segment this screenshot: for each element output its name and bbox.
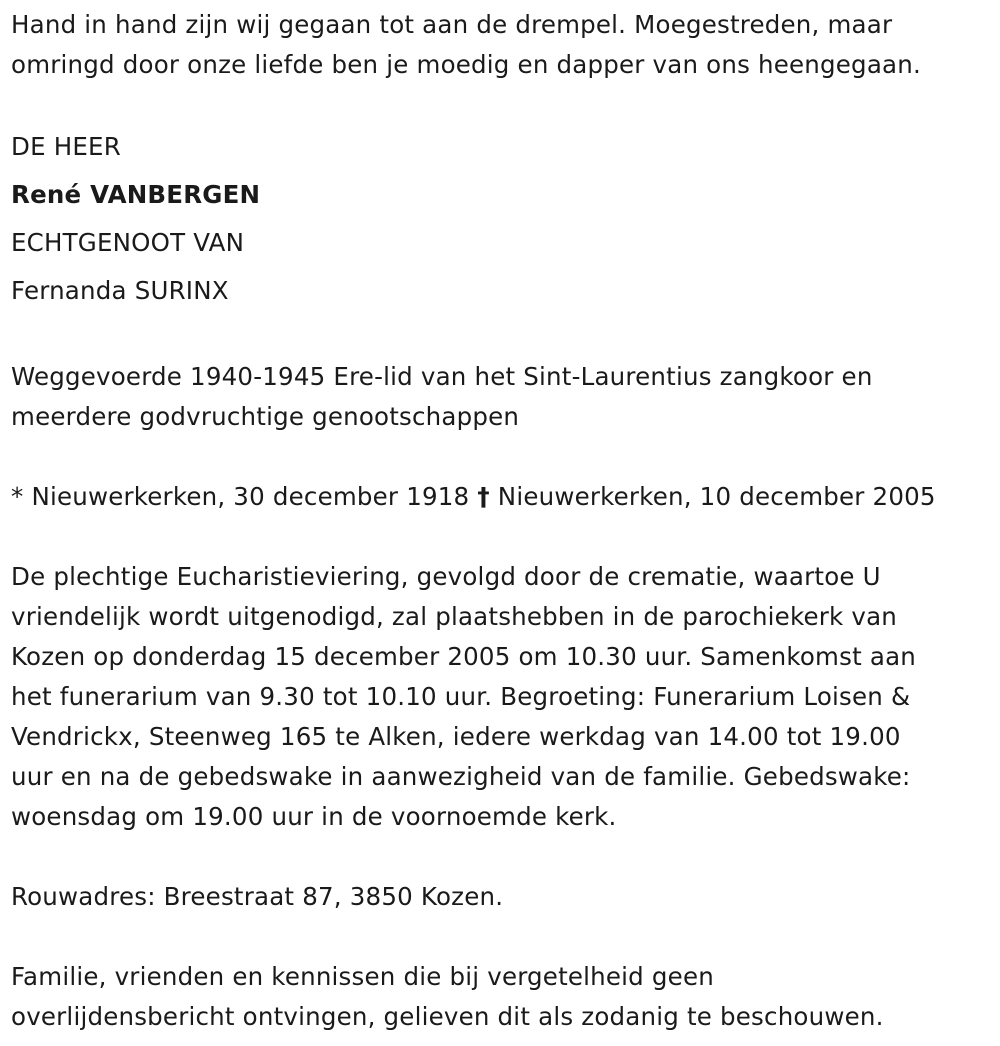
ceremony-line: De plechtige Eucharistieviering, gevolgd door de crematie, waartoe U xyxy=(11,562,881,591)
address-paragraph xyxy=(11,877,996,917)
dates-line xyxy=(11,477,996,517)
ceremony-paragraph xyxy=(11,557,996,837)
obituary-notice xyxy=(11,5,996,1037)
ceremony-line: vriendelijk wordt uitgenodigd, zal plaatshebben in de parochiekerk van xyxy=(11,602,898,631)
ceremony-line: uur en na de gebedswake in aanwezigheid van de familie. Gebedswake: xyxy=(11,762,911,791)
spouse-name: Fernanda SURINX xyxy=(11,276,229,305)
death-info: Nieuwerkerken, 10 december 2005 xyxy=(497,482,936,511)
mourning-address: Rouwadres: Breestraat 87, 3850 Kozen. xyxy=(11,882,504,911)
deceased-name: René VANBERGEN xyxy=(11,180,261,209)
deceased-block xyxy=(11,123,996,315)
intro-paragraph xyxy=(11,5,996,85)
ceremony-line: Vendrickx, Steenweg 165 te Alken, iedere werkdag van 14.00 tot 19.00 xyxy=(11,722,901,751)
honors-line: meerdere godvruchtige genootschappen xyxy=(11,402,520,431)
ceremony-line: het funerarium van 9.30 tot 10.10 uur. Begroeting: Funerarium Loisen & xyxy=(11,682,911,711)
closing-line: Familie, vrienden en kennissen die bij vergetelheid geen xyxy=(11,962,714,991)
closing-paragraph xyxy=(11,957,996,1037)
intro-line: Hand in hand zijn wij gegaan tot aan de drempel. Moegestreden, maar xyxy=(11,10,893,39)
honors-line: Weggevoerde 1940-1945 Ere-lid van het Sint-Laurentius zangkoor en xyxy=(11,362,873,391)
ceremony-line: Kozen op donderdag 15 december 2005 om 10.30 uur. Samenkomst aan xyxy=(11,642,917,671)
ceremony-line: woensdag om 19.00 uur in de voornoemde kerk. xyxy=(11,802,617,831)
honors-paragraph xyxy=(11,357,996,437)
birth-info: * Nieuwerkerken, 30 december 1918 xyxy=(11,482,470,511)
closing-line: overlijdensbericht ontvingen, gelieven dit als zodanig te beschouwen. xyxy=(11,1002,884,1031)
intro-line: omringd door onze liefde ben je moedig en dapper van ons heengegaan. xyxy=(11,50,921,79)
honorific-title: DE HEER xyxy=(11,132,121,161)
spouse-label: ECHTGENOOT VAN xyxy=(11,228,245,257)
cross-icon: † xyxy=(477,482,490,511)
